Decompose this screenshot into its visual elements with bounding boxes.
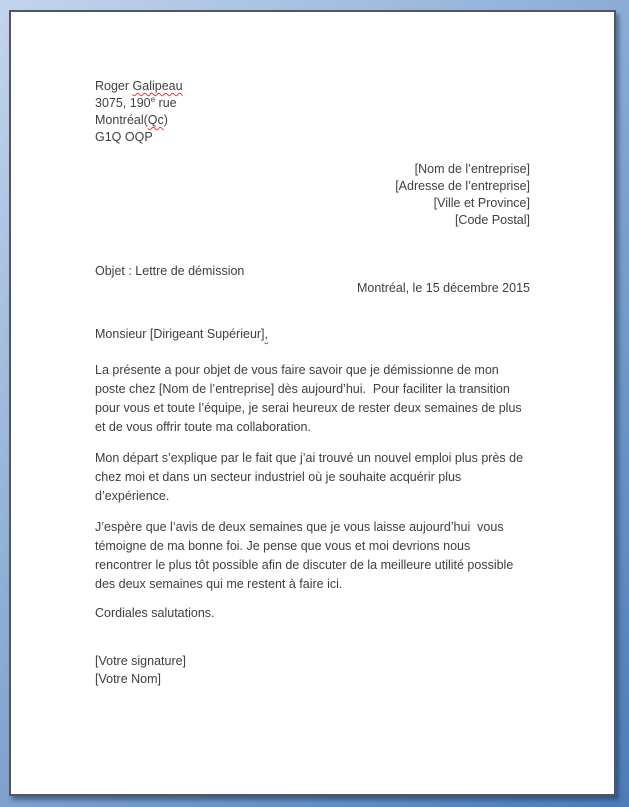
salutation-comma-grammar-check: , xyxy=(264,327,269,341)
salutation-line xyxy=(95,325,530,344)
recipient-address-line: [Adresse de l’entreprise] xyxy=(395,179,530,193)
sender-province-spellcheck: Qc xyxy=(147,113,164,127)
sender-street-ordinal: e xyxy=(150,94,156,104)
sender-first-name: Roger xyxy=(95,79,133,93)
subject-line: Objet : Lettre de démission xyxy=(95,264,245,278)
recipient-company-line: [Nom de l’entreprise] xyxy=(414,162,530,176)
recipient-city-line: [Ville et Province] xyxy=(433,196,530,210)
letter-content xyxy=(11,12,614,688)
sender-city-line xyxy=(95,112,530,129)
sender-city-close-paren: ) xyxy=(163,113,168,127)
sender-street-name: rue xyxy=(155,96,177,110)
recipient-address-block xyxy=(95,161,530,229)
salutation-text: Monsieur [Dirigeant Supérieur] xyxy=(95,327,265,341)
name-placeholder-line: [Votre Nom] xyxy=(95,672,161,686)
body-paragraph-2: Mon départ s’explique par le fait que j’ai trouvé un nouvel emploi plus près de chez moi et dans un secteur industriel où je souhaite acquérir plus d’expérience. xyxy=(95,451,527,503)
signature-block xyxy=(95,652,530,688)
sender-city: Montréal( xyxy=(95,113,148,127)
signature-placeholder-line: [Votre signature] xyxy=(95,654,187,668)
sender-street-number: 3075, 190 xyxy=(95,96,151,110)
sender-last-name-spellcheck: Galipeau xyxy=(132,79,183,93)
date-line: Montréal, le 15 décembre 2015 xyxy=(356,281,530,295)
body-paragraph-1: La présente a pour objet de vous faire savoir que je démissionne de mon poste chez [Nom de l’entreprise] dès aujourd’hui. Pour faciliter la transition pour vous et toute l’équipe, je serai heureux de rester deux semaines de plus et de vous offrir toute ma collaboration. xyxy=(95,363,526,434)
sender-address-block xyxy=(95,78,530,146)
recipient-postal-line: [Code Postal] xyxy=(454,213,530,227)
sender-street-line xyxy=(95,95,530,112)
closing-line: Cordiales salutations. xyxy=(95,606,215,620)
letter-page[interactable] xyxy=(9,10,616,796)
sender-postal-line: G1Q OQP xyxy=(95,130,153,144)
body-paragraph-3: J’espère que l’avis de deux semaines que je vous laisse aujourd’hui vous témoigne de ma bonne foi. Je pense que vous et moi devrions nous rencontrer le plus tôt possible afin de discuter de la meilleure utilité possible des deux semaines qui me restent à faire ici. xyxy=(95,520,517,591)
sender-name-line xyxy=(95,78,530,95)
